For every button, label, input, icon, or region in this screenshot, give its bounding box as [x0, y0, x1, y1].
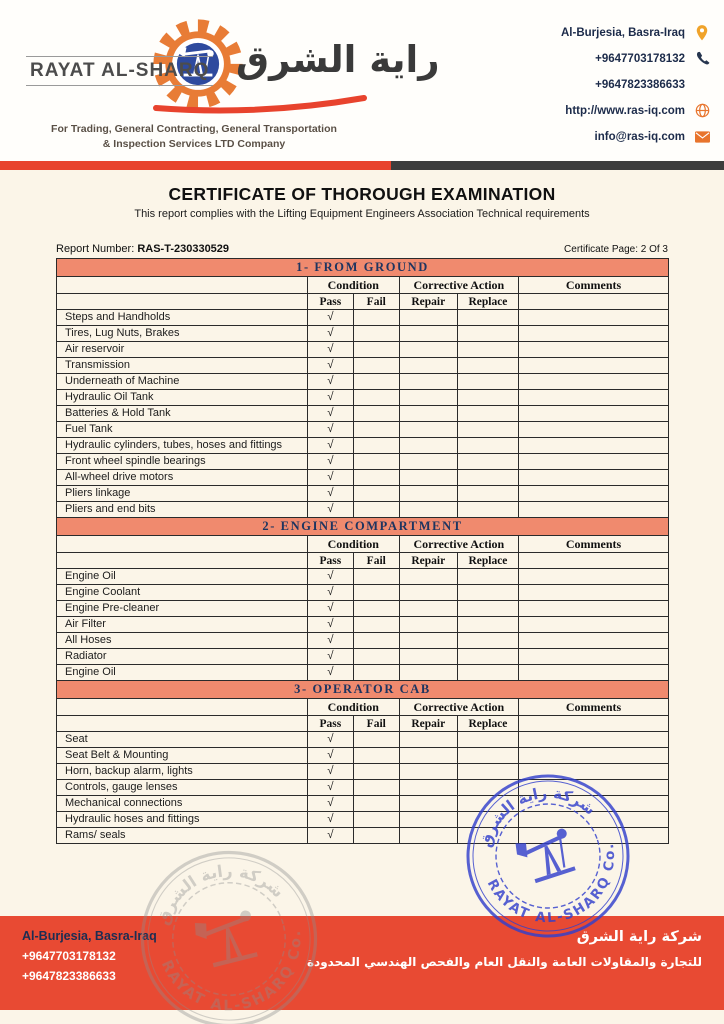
repair-header: Repair — [399, 553, 457, 569]
tagline-line-2: & Inspection Services LTD Company — [102, 138, 286, 151]
contact-website-text: http://www.ras-iq.com — [565, 104, 685, 117]
comments-cell — [519, 406, 669, 422]
pass-cell: √ — [307, 438, 353, 454]
repair-cell — [399, 422, 457, 438]
repair-cell — [399, 764, 457, 780]
item-name: Radiator — [57, 649, 308, 665]
pass-cell: √ — [307, 422, 353, 438]
divider-dark-segment — [391, 161, 724, 170]
contact-phone-1 — [561, 50, 710, 67]
repair-cell — [399, 438, 457, 454]
replace-cell — [457, 374, 518, 390]
item-name: All-wheel drive motors — [57, 470, 308, 486]
table-row — [57, 326, 669, 342]
column-sub-row — [57, 716, 669, 732]
repair-cell — [399, 569, 457, 585]
watermark-arabic-text: شركة راية الشرق — [152, 861, 288, 928]
header-divider-bar — [0, 161, 724, 170]
replace-cell — [457, 470, 518, 486]
footer-phone-1: +9647703178132 — [22, 949, 116, 963]
comments-sub-header — [519, 294, 669, 310]
pass-cell: √ — [307, 454, 353, 470]
item-name: Seat — [57, 732, 308, 748]
item-name: Controls, gauge lenses — [57, 780, 308, 796]
table-row — [57, 601, 669, 617]
condition-header: Condition — [307, 699, 399, 716]
stamp-pumpjack-icon — [514, 827, 579, 886]
pass-cell: √ — [307, 374, 353, 390]
comments-cell — [519, 585, 669, 601]
table-row — [57, 732, 669, 748]
repair-cell — [399, 732, 457, 748]
item-name: Engine Oil — [57, 569, 308, 585]
item-name: Engine Pre-cleaner — [57, 601, 308, 617]
table-row — [57, 633, 669, 649]
comments-cell — [519, 342, 669, 358]
logo-swoosh — [152, 92, 368, 114]
repair-cell — [399, 358, 457, 374]
pass-header: Pass — [307, 716, 353, 732]
item-name: Hydraulic Oil Tank — [57, 390, 308, 406]
comments-sub-header — [519, 716, 669, 732]
comments-header: Comments — [519, 277, 669, 294]
column-sub-row — [57, 294, 669, 310]
item-name: Air reservoir — [57, 342, 308, 358]
repair-cell — [399, 374, 457, 390]
page-title: CERTIFICATE OF THOROUGH EXAMINATION — [168, 184, 556, 204]
table-row — [57, 617, 669, 633]
pass-cell: √ — [307, 310, 353, 326]
replace-cell — [457, 649, 518, 665]
pass-cell: √ — [307, 732, 353, 748]
condition-header: Condition — [307, 536, 399, 553]
envelope-icon — [694, 129, 710, 145]
fail-cell — [353, 617, 399, 633]
comments-header: Comments — [519, 699, 669, 716]
pass-header: Pass — [307, 294, 353, 310]
comments-cell — [519, 665, 669, 681]
column-group-row — [57, 699, 669, 716]
replace-cell — [457, 748, 518, 764]
fail-cell — [353, 732, 399, 748]
section-header-row — [57, 259, 669, 277]
repair-cell — [399, 748, 457, 764]
fail-cell — [353, 342, 399, 358]
item-name: Tires, Lug Nuts, Brakes — [57, 326, 308, 342]
repair-cell — [399, 390, 457, 406]
item-name: Front wheel spindle bearings — [57, 454, 308, 470]
item-column-header — [57, 277, 308, 294]
pass-cell: √ — [307, 649, 353, 665]
item-name: Seat Belt & Mounting — [57, 748, 308, 764]
footer-address: Al-Burjesia, Basra-Iraq — [22, 929, 157, 943]
stamp-english-text: RAYAT AL-SHARQ Co. — [483, 840, 619, 927]
repair-cell — [399, 326, 457, 342]
repair-cell — [399, 470, 457, 486]
repair-cell — [399, 617, 457, 633]
fail-cell — [353, 326, 399, 342]
pass-cell: √ — [307, 585, 353, 601]
report-info-line — [56, 243, 668, 255]
corrective-action-header: Corrective Action — [399, 699, 518, 716]
contact-phone2-text: +9647823386633 — [595, 78, 685, 91]
fail-cell — [353, 390, 399, 406]
table-row — [57, 665, 669, 681]
repair-header: Repair — [399, 716, 457, 732]
item-name: Hydraulic hoses and fittings — [57, 812, 308, 828]
fail-cell — [353, 649, 399, 665]
pass-cell: √ — [307, 486, 353, 502]
section-header-row — [57, 681, 669, 699]
column-group-row — [57, 277, 669, 294]
item-name: Pliers linkage — [57, 486, 308, 502]
replace-cell — [457, 633, 518, 649]
comments-cell — [519, 633, 669, 649]
repair-cell — [399, 454, 457, 470]
replace-cell — [457, 454, 518, 470]
replace-cell — [457, 665, 518, 681]
table-row — [57, 454, 669, 470]
fail-header: Fail — [353, 716, 399, 732]
table-row — [57, 358, 669, 374]
item-name: Engine Oil — [57, 665, 308, 681]
fail-cell — [353, 828, 399, 844]
contact-website — [561, 102, 710, 119]
fail-header: Fail — [353, 553, 399, 569]
watermark-english-text: RAYAT AL-SHARQ Co. — [157, 928, 305, 1015]
table-row — [57, 569, 669, 585]
replace-cell — [457, 502, 518, 518]
pass-cell: √ — [307, 342, 353, 358]
report-number — [56, 243, 229, 255]
table-row — [57, 502, 669, 518]
table-row — [57, 438, 669, 454]
fail-cell — [353, 569, 399, 585]
fail-cell — [353, 748, 399, 764]
stamp-arabic-text: شركة راية الشرق — [476, 783, 599, 850]
fail-cell — [353, 502, 399, 518]
watermark-pumpjack-icon — [193, 909, 261, 969]
replace-cell — [457, 406, 518, 422]
phone-icon — [694, 51, 710, 67]
repair-cell — [399, 665, 457, 681]
column-sub-row — [57, 553, 669, 569]
divider-orange-segment — [0, 161, 391, 170]
table-row — [57, 486, 669, 502]
repair-cell — [399, 780, 457, 796]
fail-cell — [353, 374, 399, 390]
replace-cell — [457, 310, 518, 326]
fail-cell — [353, 470, 399, 486]
repair-cell — [399, 502, 457, 518]
section-title: 3- OPERATOR CAB — [57, 681, 669, 699]
corrective-action-header: Corrective Action — [399, 536, 518, 553]
report-number-label: Report Number: — [56, 243, 138, 255]
report-number-value: RAS-T-230330529 — [137, 243, 230, 255]
company-tagline — [14, 122, 374, 152]
section-header-row — [57, 518, 669, 536]
item-column-header — [57, 536, 308, 553]
item-name: Engine Coolant — [57, 585, 308, 601]
comments-header: Comments — [519, 536, 669, 553]
replace-header: Replace — [457, 294, 518, 310]
item-name: Underneath of Machine — [57, 374, 308, 390]
comments-cell — [519, 470, 669, 486]
pass-cell: √ — [307, 502, 353, 518]
item-name: Steps and Handholds — [57, 310, 308, 326]
item-name: Fuel Tank — [57, 422, 308, 438]
pass-cell: √ — [307, 617, 353, 633]
pass-cell: √ — [307, 390, 353, 406]
comments-cell — [519, 486, 669, 502]
comments-cell — [519, 358, 669, 374]
replace-cell — [457, 422, 518, 438]
item-column-header — [57, 699, 308, 716]
comments-cell — [519, 438, 669, 454]
item-name: Hydraulic cylinders, tubes, hoses and fittings — [57, 438, 308, 454]
fail-cell — [353, 438, 399, 454]
comments-cell — [519, 310, 669, 326]
contact-address — [561, 24, 710, 41]
item-name: Rams/ seals — [57, 828, 308, 844]
table-row — [57, 422, 669, 438]
letterhead — [0, 0, 724, 161]
corrective-action-header: Corrective Action — [399, 277, 518, 294]
pass-cell: √ — [307, 812, 353, 828]
footer-phone-2: +9647823386633 — [22, 969, 116, 983]
replace-cell — [457, 486, 518, 502]
column-group-row — [57, 536, 669, 553]
pass-cell: √ — [307, 665, 353, 681]
fail-header: Fail — [353, 294, 399, 310]
contact-email — [561, 128, 710, 145]
pass-cell: √ — [307, 470, 353, 486]
table-row — [57, 342, 669, 358]
fail-cell — [353, 633, 399, 649]
replace-cell — [457, 342, 518, 358]
pass-cell: √ — [307, 601, 353, 617]
repair-cell — [399, 649, 457, 665]
page-subtitle: This report complies with the Lifting Equipment Engineers Association Technical requirements — [134, 208, 590, 220]
fail-cell — [353, 406, 399, 422]
repair-cell — [399, 310, 457, 326]
table-row — [57, 374, 669, 390]
pass-cell: √ — [307, 780, 353, 796]
pass-cell: √ — [307, 406, 353, 422]
condition-header: Condition — [307, 277, 399, 294]
company-name-arabic: راية الشرق — [236, 38, 440, 81]
section-title: 2- ENGINE COMPARTMENT — [57, 518, 669, 536]
item-name: Pliers and end bits — [57, 502, 308, 518]
pass-cell: √ — [307, 569, 353, 585]
pass-cell: √ — [307, 748, 353, 764]
comments-cell — [519, 326, 669, 342]
replace-cell — [457, 326, 518, 342]
svg-text:RAYAT AL-SHARQ Co. — [157, 925, 320, 1024]
contact-block — [561, 24, 710, 145]
comments-cell — [519, 617, 669, 633]
footer-company-name-arabic: شركة راية الشرق — [576, 929, 702, 945]
repair-cell — [399, 342, 457, 358]
fail-cell — [353, 812, 399, 828]
contact-phone1-text: +9647703178132 — [595, 52, 685, 65]
comments-cell — [519, 502, 669, 518]
table-row — [57, 649, 669, 665]
comments-cell — [519, 422, 669, 438]
table-row — [57, 390, 669, 406]
comments-cell — [519, 569, 669, 585]
fail-cell — [353, 585, 399, 601]
fail-cell — [353, 780, 399, 796]
item-name: Mechanical connections — [57, 796, 308, 812]
table-row — [57, 585, 669, 601]
fail-cell — [353, 796, 399, 812]
pass-header: Pass — [307, 553, 353, 569]
item-name: All Hoses — [57, 633, 308, 649]
comments-cell — [519, 454, 669, 470]
fail-cell — [353, 486, 399, 502]
pass-cell: √ — [307, 828, 353, 844]
pass-cell: √ — [307, 764, 353, 780]
pass-cell: √ — [307, 633, 353, 649]
repair-cell — [399, 633, 457, 649]
comments-cell — [519, 374, 669, 390]
table-row — [57, 470, 669, 486]
replace-cell — [457, 358, 518, 374]
section-title: 1- FROM GROUND — [57, 259, 669, 277]
fail-cell — [353, 310, 399, 326]
contact-phone-2 — [561, 76, 710, 93]
repair-cell — [399, 486, 457, 502]
contact-address-text: Al-Burjesia, Basra-Iraq — [561, 26, 685, 39]
certificate-page-indicator: Certificate Page: 2 Of 3 — [564, 244, 668, 255]
spacer-icon — [694, 77, 710, 93]
replace-cell — [457, 601, 518, 617]
table-row — [57, 310, 669, 326]
company-stamp-watermark — [116, 826, 341, 1024]
replace-cell — [457, 438, 518, 454]
comments-sub-header — [519, 553, 669, 569]
fail-cell — [353, 764, 399, 780]
pass-cell: √ — [307, 358, 353, 374]
item-name: Air Filter — [57, 617, 308, 633]
replace-cell — [457, 390, 518, 406]
footer-bar — [0, 916, 724, 1010]
comments-cell — [519, 649, 669, 665]
location-pin-icon — [694, 25, 710, 41]
repair-cell — [399, 585, 457, 601]
comments-cell — [519, 732, 669, 748]
repair-cell — [399, 601, 457, 617]
repair-cell — [399, 406, 457, 422]
replace-cell — [457, 732, 518, 748]
item-name: Horn, backup alarm, lights — [57, 764, 308, 780]
replace-cell — [457, 569, 518, 585]
pass-cell: √ — [307, 796, 353, 812]
repair-header: Repair — [399, 294, 457, 310]
contact-email-text: info@ras-iq.com — [594, 130, 685, 143]
fail-cell — [353, 665, 399, 681]
comments-cell — [519, 601, 669, 617]
fail-cell — [353, 454, 399, 470]
fail-cell — [353, 601, 399, 617]
comments-cell — [519, 390, 669, 406]
fail-cell — [353, 358, 399, 374]
table-row — [57, 406, 669, 422]
item-name: Batteries & Hold Tank — [57, 406, 308, 422]
fail-cell — [353, 422, 399, 438]
footer-company-description-arabic: للتجارة والمقاولات العامة والنقل العام والفحص الهندسي المحدودة — [306, 955, 702, 969]
globe-icon — [694, 103, 710, 119]
pass-cell: √ — [307, 326, 353, 342]
replace-header: Replace — [457, 553, 518, 569]
company-name-english: RAYAT AL-SHARQ — [26, 56, 213, 86]
tagline-line-1: For Trading, General Contracting, General Transportation — [51, 123, 337, 135]
replace-header: Replace — [457, 716, 518, 732]
replace-cell — [457, 617, 518, 633]
replace-cell — [457, 585, 518, 601]
item-name: Transmission — [57, 358, 308, 374]
